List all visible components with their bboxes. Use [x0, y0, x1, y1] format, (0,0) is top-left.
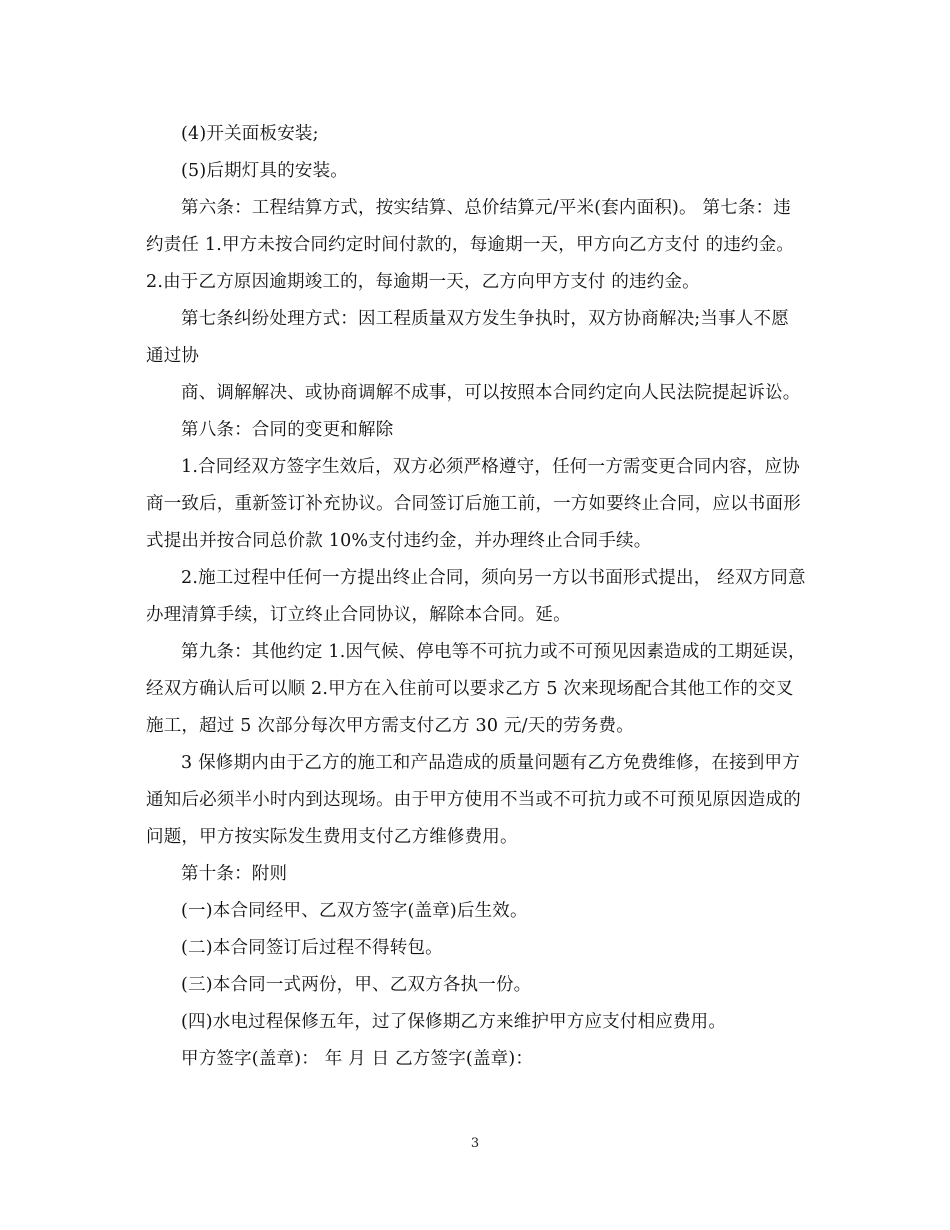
- document-body: [146, 116, 806, 1078]
- paragraph-clause-four: (四)水电过程保修五年，过了保修期乙方来维护甲方应支付相应费用。: [181, 1012, 727, 1032]
- paragraph-dispute-resolution: 第七条纠纷处理方式：因工程质量双方发生争执时，双方协商解决;当事人不愿通过协: [146, 309, 789, 366]
- paragraph-termination: 2.施工过程中任何一方提出终止合同，须向另一方以书面形式提出， 经双方同意办理清算手续，订立终止合同协议，解除本合同。延。: [146, 568, 806, 625]
- paragraph-contract-change: 1.合同经双方签字生效后，双方必须严格遵守，任何一方需变更合同内容，应协商一致后，重新签订补充协议。合同签订后施工前，一方如要终止合同，应以书面形式提出并按合同总价款 10%支付违约金，并办理终止合同手续。: [146, 457, 801, 551]
- page-number: 3: [470, 1136, 480, 1151]
- paragraph-clause-three: (三)本合同一式两份，甲、乙双方各执一份。: [181, 975, 532, 995]
- paragraph-clause-one: (一)本合同经甲、乙双方签字(盖章)后生效。: [181, 901, 528, 921]
- paragraph-clause-two: (二)本合同签订后过程不得转包。: [181, 938, 443, 958]
- paragraph-article-nine: 第九条：其他约定 1.因气候、停电等不可抗力或不可预见因素造成的工期延误，经双方确认后可以顺 2.甲方在入住前可以要求乙方 5 次来现场配合其他工作的交叉施工，超过 5 次部分每次甲方需支付乙方 30 元/天的劳务费。: [146, 642, 806, 736]
- paragraph-lighting-install: (5)后期灯具的安装。: [181, 161, 348, 181]
- paragraph-switch-panel: (4)开关面板安装;: [181, 124, 319, 144]
- paragraph-article-six-seven: 第六条：工程结算方式，按实结算、总价结算元/平米(套内面积)。 第七条：违约责任 1.甲方未按合同约定时间付款的，每逾期一天，甲方向乙方支付 的违约金。 2.由于乙方原因逾期竣工的，每逾期一天，乙方向甲方支付 的违约金。: [146, 198, 795, 292]
- paragraph-warranty: 3 保修期内由于乙方的施工和产品造成的质量问题有乙方免费维修，在接到甲方通知后必须半小时内到达现场。由于甲方使用不当或不可抗力或不可预见原因造成的问题，甲方按实际发生费用支付乙方维修费用。: [146, 753, 801, 847]
- heading-article-eight: 第八条：合同的变更和解除: [181, 420, 394, 440]
- signature-line: 甲方签字(盖章)： 年 月 日 乙方签字(盖章)：: [181, 1049, 534, 1069]
- paragraph-dispute-continuation: 商、调解解决、或协商调解不成事，可以按照本合同约定向人民法院提起诉讼。: [181, 383, 801, 403]
- heading-article-ten: 第十条：附则: [181, 864, 288, 884]
